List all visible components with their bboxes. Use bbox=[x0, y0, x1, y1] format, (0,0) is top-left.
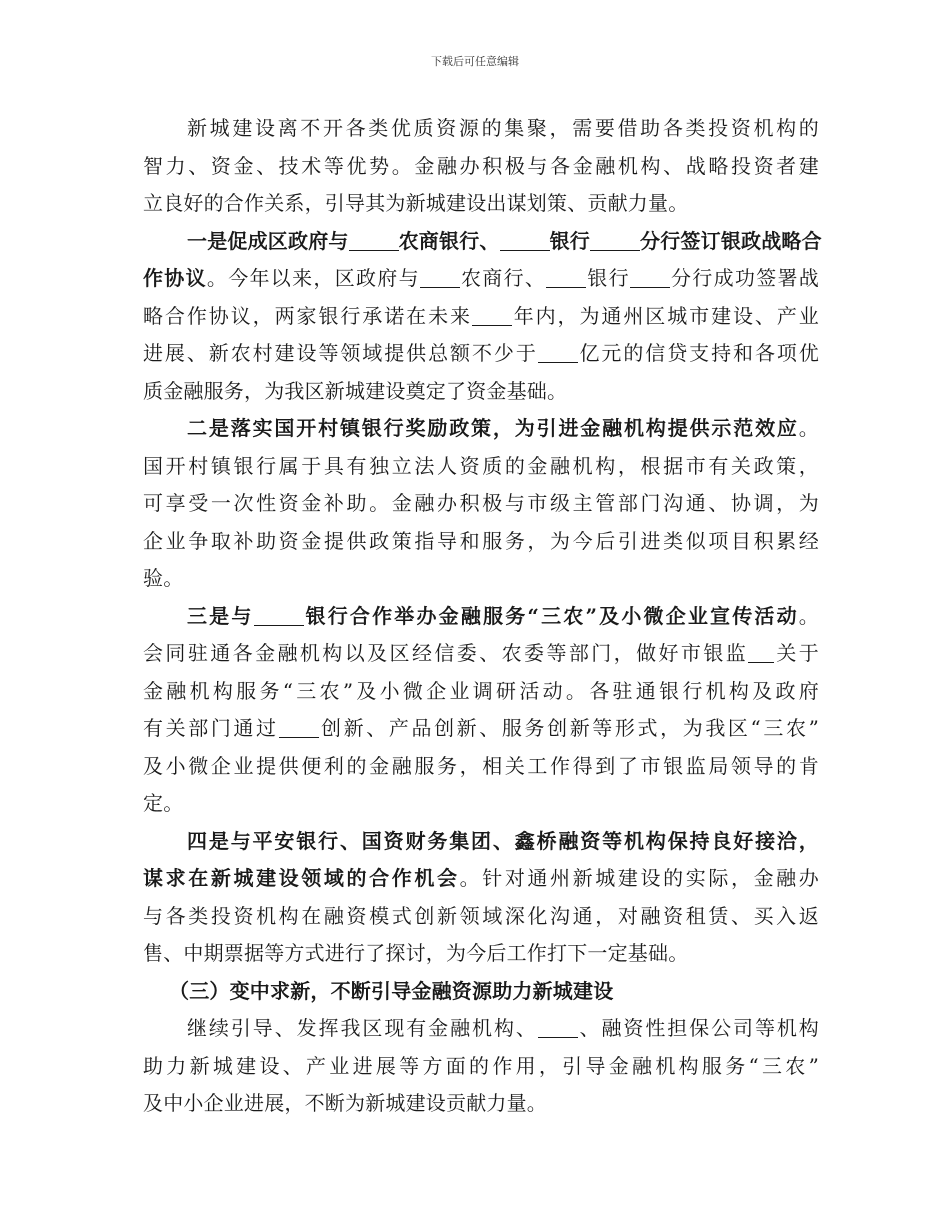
paragraph-line: 一是促成区政府与 农商银行、 银行 分行签订银政战略合 bbox=[187, 228, 822, 253]
paragraph-line: 智力、资金、技术等优势。金融办积极与各金融机构、战略投资者建 bbox=[143, 153, 819, 178]
paragraph-line: 略合作协议，两家银行承诺在未来 年内，为通州区城市建设、产业 bbox=[143, 303, 819, 328]
page-header: 下载后可任意编辑 bbox=[431, 55, 519, 68]
paragraph-line: 及小微企业提供便利的金融服务，相关工作得到了市银监局领导的肯 bbox=[143, 753, 819, 778]
paragraph-line: 进展、新农村建设等领域提供总额不少于 亿元的信贷支持和各项优 bbox=[143, 341, 820, 365]
paragraph-line: 谋求在新城建设领域的合作机会。针对通州新城建设的实际，金融办 bbox=[143, 866, 819, 890]
paragraph-line: 四是与平安银行、国资财务集团、鑫桥融资等机构保持良好接洽， bbox=[187, 828, 819, 853]
document-body bbox=[143, 110, 822, 1123]
paragraph-line: 可享受一次性资金补助。金融办积极与市级主管部门沟通、协调，为 bbox=[143, 491, 819, 515]
paragraph-line: 国开村镇银行属于具有独立法人资质的金融机构，根据市有关政策， bbox=[143, 453, 819, 478]
fill-blank bbox=[546, 265, 586, 288]
fill-blank bbox=[538, 1015, 578, 1038]
paragraph-line: 金融机构服务“三农”及小微企业调研活动。各驻通银行机构及政府 bbox=[143, 678, 819, 703]
paragraph-line: 立良好的合作关系，引导其为新城建设出谋划策、贡献力量。 bbox=[143, 191, 689, 215]
paragraph-line: 新城建设离不开各类优质资源的集聚，需要借助各类投资机构的 bbox=[187, 116, 819, 140]
section-heading: （三）变中求新，不断引导金融资源助力新城建设 bbox=[169, 978, 614, 1003]
paragraph-line: 二是落实国开村镇银行奖励政策，为引进金融机构提供示范效应。 bbox=[187, 416, 819, 440]
fill-blank bbox=[538, 340, 578, 363]
fill-blank bbox=[279, 715, 319, 738]
paragraph-line: 三是与 银行合作举办金融服务“三农”及小微企业宣传活动。 bbox=[187, 603, 819, 628]
fill-blank bbox=[500, 228, 550, 251]
paragraph-line: 继续引导、发挥我区现有金融机构、 、融资性担保公司等机构 bbox=[187, 1016, 819, 1040]
fill-blank bbox=[630, 265, 670, 288]
paragraph-line: 与各类投资机构在融资模式创新领域深化沟通，对融资租赁、买入返 bbox=[143, 903, 819, 928]
fill-blank bbox=[748, 640, 774, 663]
paragraph-line: 有关部门通过 创新、产品创新、服务创新等形式，为我区“三农” bbox=[143, 716, 819, 740]
fill-blank bbox=[420, 265, 460, 288]
paragraph-line: 验。 bbox=[143, 566, 184, 590]
paragraph-line: 售、中期票据等方式进行了探讨，为今后工作打下一定基础。 bbox=[143, 941, 689, 965]
fill-blank bbox=[254, 603, 304, 626]
paragraph-line: 质金融服务，为我区新城建设奠定了资金基础。 bbox=[143, 378, 568, 403]
fill-blank bbox=[590, 228, 640, 251]
paragraph-line: 会同驻通各金融机构以及区经信委、农委等部门，做好市银监 关于 bbox=[143, 641, 819, 665]
fill-blank bbox=[349, 228, 399, 251]
paragraph-line: 作协议。今年以来，区政府与 农商行、 银行 分行成功签署战 bbox=[143, 266, 819, 290]
paragraph-line: 企业争取补助资金提供政策指导和服务，为今后引进类似项目积累经 bbox=[143, 528, 819, 553]
paragraph-line: 助力新城建设、产业进展等方面的作用，引导金融机构服务“三农” bbox=[143, 1053, 819, 1078]
fill-blank bbox=[472, 303, 512, 326]
paragraph-line: 及中小企业进展，不断为新城建设贡献力量。 bbox=[143, 1091, 547, 1115]
paragraph-line: 定。 bbox=[143, 791, 184, 815]
